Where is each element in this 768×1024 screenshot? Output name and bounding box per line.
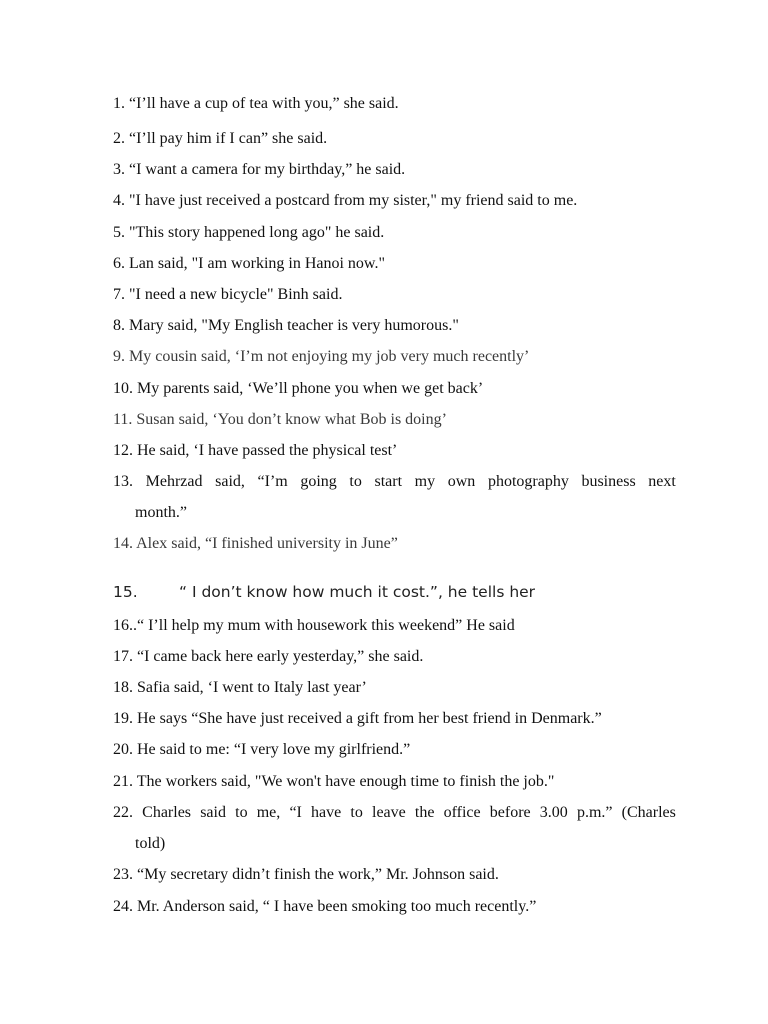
item-number: 14. [113, 535, 133, 552]
item-word: Mehrzad [145, 473, 203, 490]
list-item [113, 217, 676, 248]
item-number: 20. [113, 741, 133, 758]
list-item [113, 610, 676, 641]
list-item [113, 703, 676, 734]
item-number: 15. [113, 583, 138, 601]
item-number: 4. [113, 192, 125, 209]
item-text: "I need a new bicycle" Binh said. [129, 286, 343, 303]
item-number: 5. [113, 224, 125, 241]
list-item [113, 310, 676, 341]
item-text: Safia said, ‘I went to Italy last year’ [137, 679, 367, 696]
list-item [113, 577, 676, 608]
item-text: “I’ll pay him if I can” she said. [129, 130, 328, 147]
item-text: Lan said, "I am working in Hanoi now." [129, 255, 385, 272]
item-justified-line [113, 797, 676, 828]
item-number: 16.. [113, 617, 137, 634]
list-item [113, 766, 676, 797]
item-number: 7. [113, 286, 125, 303]
item-word: photography [487, 473, 569, 490]
item-word: to [235, 804, 248, 821]
item-text: My parents said, ‘We’ll phone you when we get back’ [137, 380, 484, 397]
item-continuation: told) [135, 835, 166, 852]
item-text: Alex said, “I finished university in June” [136, 535, 398, 552]
item-text: "This story happened long ago" he said. [129, 224, 385, 241]
item-text: Mary said, "My English teacher is very humorous." [129, 317, 459, 334]
item-word: start [374, 473, 403, 490]
list-item [113, 341, 676, 372]
item-text: Mr. Anderson said, “ I have been smoking too much recently.” [137, 898, 537, 915]
item-number: 12. [113, 442, 133, 459]
item-word: (Charles [621, 804, 676, 821]
item-word: “I [289, 804, 302, 821]
item-text: Susan said, ‘You don’t know what Bob is doing’ [136, 411, 447, 428]
list-item [113, 404, 676, 435]
list-item [113, 891, 676, 922]
item-word: said [200, 804, 226, 821]
list-item [113, 734, 676, 765]
list-item [113, 154, 676, 185]
item-word: the [414, 804, 435, 821]
list-item [113, 185, 676, 216]
item-word: 3.00 [539, 804, 568, 821]
item-word: said, [215, 473, 245, 490]
list-item [113, 672, 676, 703]
item-text: He said, ‘I have passed the physical test’ [137, 442, 398, 459]
item-word: office [443, 804, 481, 821]
item-word: before [489, 804, 531, 821]
item-word: me, [256, 804, 281, 821]
list-item [113, 528, 676, 559]
item-word: to [349, 473, 362, 490]
item-number: 6. [113, 255, 125, 272]
item-number: 18. [113, 679, 133, 696]
item-word: to [350, 804, 363, 821]
item-number: 13. [113, 473, 133, 490]
item-number: 21. [113, 773, 133, 790]
list-item [113, 248, 676, 279]
item-word: leave [372, 804, 406, 821]
item-word: my [414, 473, 436, 490]
item-number: 23. [113, 866, 133, 883]
item-number: 8. [113, 317, 125, 334]
item-number: 22. [113, 804, 133, 821]
list-item [113, 373, 676, 404]
item-word: “I’m [257, 473, 288, 490]
item-continuation: month.” [135, 504, 187, 521]
item-word: own [447, 473, 476, 490]
list-item [113, 859, 676, 890]
item-word: have [311, 804, 342, 821]
item-text: “I’ll have a cup of tea with you,” she said. [129, 95, 399, 112]
item-word: Charles [142, 804, 192, 821]
item-number: 3. [113, 161, 125, 178]
list-item [113, 123, 676, 154]
item-justified-line [113, 466, 676, 497]
item-text: My cousin said, ‘I’m not enjoying my job very much recently’ [129, 348, 530, 365]
list-item [113, 279, 676, 310]
list-item [113, 466, 676, 528]
item-text: The workers said, "We won't have enough time to finish the job." [136, 773, 555, 790]
list-item [113, 88, 676, 119]
item-text: “I came back here early yesterday,” she said. [137, 648, 424, 665]
list-item [113, 641, 676, 672]
item-text: “ I don’t know how much it cost.”, he tells her [179, 583, 536, 601]
item-number: 17. [113, 648, 133, 665]
item-word: p.m.” [576, 804, 613, 821]
list-item [113, 435, 676, 466]
item-text: “ I’ll help my mum with housework this weekend” He said [137, 617, 515, 634]
item-number: 11. [113, 411, 133, 428]
item-text: “I want a camera for my birthday,” he said. [129, 161, 406, 178]
item-text: He said to me: “I very love my girlfriend.” [137, 741, 411, 758]
item-number: 10. [113, 380, 133, 397]
item-number: 2. [113, 130, 125, 147]
item-text: He says “She have just received a gift from her best friend in Denmark.” [137, 710, 602, 727]
item-text: “My secretary didn’t finish the work,” Mr. Johnson said. [137, 866, 499, 883]
item-word: next [648, 473, 676, 490]
item-number: 19. [113, 710, 133, 727]
item-text: "I have just received a postcard from my sister," my friend said to me. [129, 192, 578, 209]
list-item [113, 797, 676, 859]
item-number: 1. [113, 95, 125, 112]
item-word: going [300, 473, 337, 490]
item-number: 9. [113, 348, 125, 365]
item-word: business [581, 473, 636, 490]
item-number: 24. [113, 898, 133, 915]
